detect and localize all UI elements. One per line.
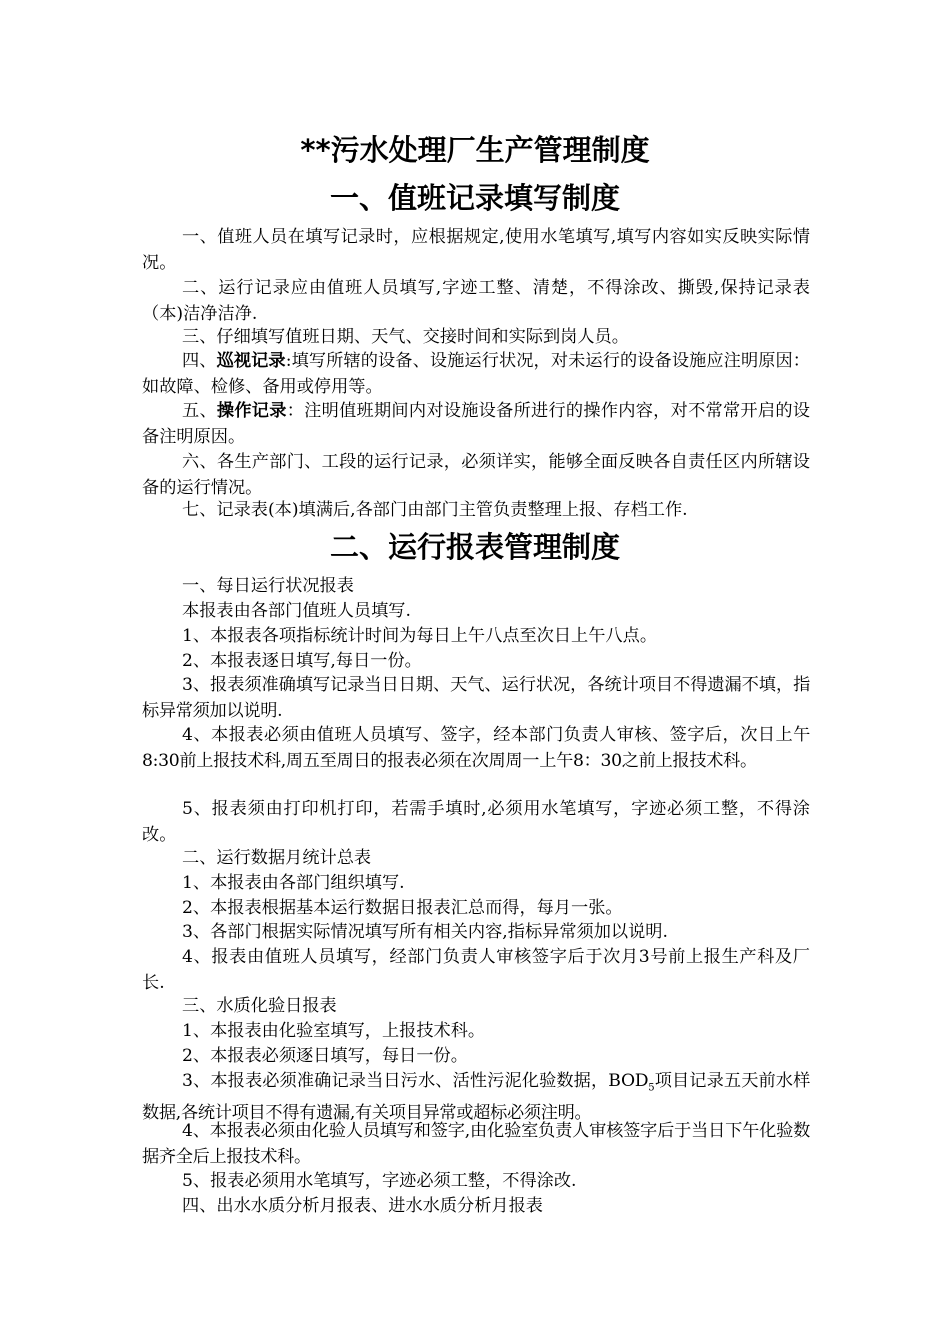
subsection-heading: 一、每日运行状况报表 — [182, 576, 354, 596]
item-text: :填写所辖的设备、设施运行状况，对未运行的设备设施应注明原因：如故障、检修、备用或停用等。 — [142, 351, 810, 397]
paragraph: 六、各生产部门、工段的运行记录，必须详实，能够全面反映各自责任区内所辖设备的运行情况。 — [142, 452, 810, 498]
paragraph: 4、本报表必须由化验人员填写和签字,由化验室负责人审核签字后于当日下午化验数据齐全后上报技术科。 — [142, 1121, 810, 1167]
paragraph: 一、值班人员在填写记录时，应根据规定,使用水笔填写,填写内容如实反映实际情况。 — [142, 227, 810, 273]
bold-term: 操作记录 — [216, 401, 287, 421]
paragraph: 5、报表必须用水笔填写，字迹必须工整，不得涂改. — [182, 1171, 577, 1191]
item-number: 五、 — [182, 401, 217, 421]
bold-term: 巡视记录 — [216, 351, 286, 371]
paragraph: 2、本报表根据基本运行数据日报表汇总而得，每月一张。 — [182, 898, 623, 918]
paragraph-operation-record — [142, 399, 810, 450]
paragraph: 二、运行记录应由值班人员填写,字迹工整、清楚，不得涂改、撕毁,保持记录表（本)洁净洁净. — [142, 278, 810, 324]
paragraph: 本报表由各部门值班人员填写. — [182, 601, 411, 621]
paragraph: 2、本报表逐日填写,每日一份。 — [182, 651, 422, 671]
paragraph-bod — [142, 1069, 810, 1127]
subsection-heading: 四、出水水质分析月报表、进水水质分析月报表 — [182, 1196, 543, 1216]
paragraph: 3、各部门根据实际情况填写所有相关内容,指标异常须加以说明. — [182, 922, 668, 942]
paragraph: 1、本报表由化验室填写，上报技术科。 — [182, 1021, 486, 1041]
section-title-report-management: 二、运行报表管理制度 — [329, 530, 620, 564]
section-title-duty-record: 一、值班记录填写制度 — [329, 181, 620, 215]
paragraph: 4、本报表必须由值班人员填写、签字，经本部门负责人审核、签字后，次日上午8:30前上报技术科,周五至周日的报表必须在次周周一上午8：30之前上报技术科。 — [142, 725, 810, 771]
paragraph: 三、仔细填写值班日期、天气、交接时间和实际到岗人员。 — [182, 327, 629, 347]
paragraph: 4、报表由值班人员填写，经部门负责人审核签字后于次月3号前上报生产科及厂长. — [142, 947, 810, 993]
paragraph: 1、本报表由各部门组织填写. — [182, 873, 405, 893]
bod-subscript: 5 — [648, 1082, 655, 1094]
item-text: ：注明值班期间内对设施设备所进行的操作内容，对不常常开启的设备注明原因。 — [142, 401, 810, 447]
subsection-heading: 二、运行数据月统计总表 — [182, 848, 372, 868]
bod-text: 3、本报表必须准确记录当日污水、活性污泥化验数据，BOD — [182, 1071, 649, 1091]
paragraph: 2、本报表必须逐日填写，每日一份。 — [182, 1046, 468, 1066]
paragraph: 5、报表须由打印机打印，若需手填时,必须用水笔填写，字迹必须工整，不得涂改。 — [142, 799, 810, 845]
bod-text-rest: 项目记录五天前水样数据,各统计项目不得有遗漏,有关项目异常或超标必须注明。 — [142, 1071, 810, 1124]
subsection-heading: 三、水质化验日报表 — [182, 996, 337, 1016]
paragraph: 3、报表须准确填写记录当日日期、天气、运行状况，各统计项目不得遗漏不填，指标异常须加以说明. — [142, 675, 810, 721]
paragraph: 1、本报表各项指标统计时间为每日上午八点至次日上午八点。 — [182, 626, 658, 646]
document-title: **污水处理厂生产管理制度 — [300, 133, 650, 167]
paragraph: 七、记录表(本)填满后,各部门由部门主管负责整理上报、存档工作. — [182, 500, 688, 520]
paragraph-patrol-record — [142, 349, 810, 400]
item-number: 四、 — [182, 351, 217, 371]
